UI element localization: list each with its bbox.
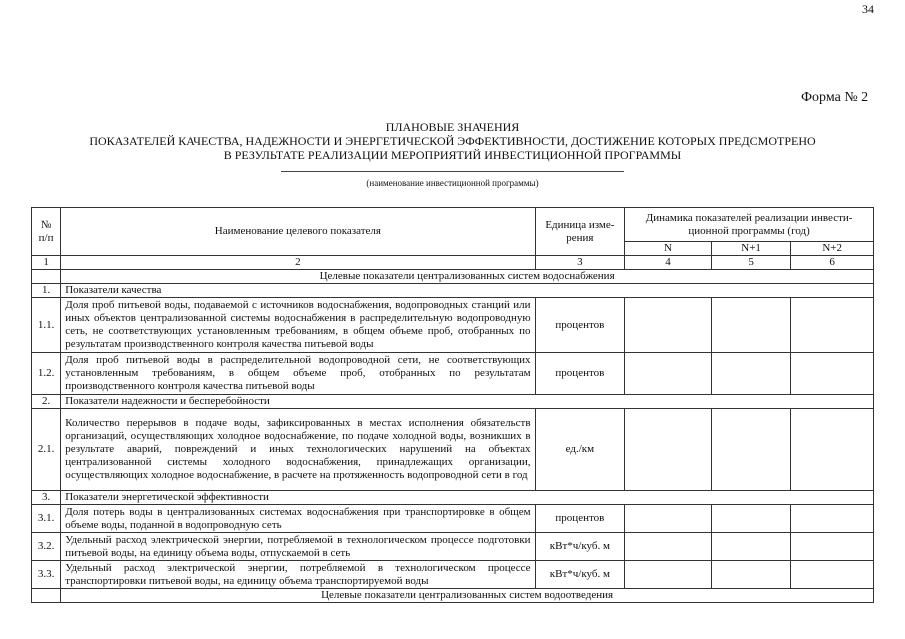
table-row — [32, 561, 874, 589]
section-water-supply: Целевые показатели централизованных систем водоснабжения — [61, 270, 874, 284]
value-cell — [791, 561, 874, 589]
group-num: 1. — [32, 284, 61, 298]
value-cell — [791, 298, 874, 353]
row-num: 3.1. — [32, 505, 61, 533]
program-name-line — [281, 171, 624, 172]
col-number: 2 — [61, 256, 535, 270]
group-num: 3. — [32, 491, 61, 505]
row-num: 3.3. — [32, 561, 61, 589]
row-unit: ед./км — [535, 409, 625, 491]
value-cell — [711, 533, 791, 561]
col-number: 5 — [711, 256, 791, 270]
value-cell — [791, 505, 874, 533]
row-text: Удельный расход электрической энергии, потребляемой в технологическом процессе транспортировки питьевой воды, на единицу объема транспортируемой воды — [61, 561, 535, 589]
value-cell — [711, 298, 791, 353]
value-cell — [625, 533, 712, 561]
title-line-1: ПЛАНОВЫЕ ЗНАЧЕНИЯ — [385, 120, 520, 134]
page-number: 34 — [862, 2, 874, 16]
group-row — [32, 491, 874, 505]
value-cell — [791, 353, 874, 395]
value-cell — [711, 409, 791, 491]
row-text: Доля проб питьевой воды, подаваемой с источников водоснабжения, водопроводных станций или иных объектов централизованной системы водоснабжения в распределительную водопроводную сеть, не соответствующих установленным требованиям, в общем объеме проб, отобранных по результатам производственного контроля качества питьевой воды — [61, 298, 535, 353]
row-unit: кВт*ч/куб. м — [535, 561, 625, 589]
header-year-n1: N+1 — [711, 242, 791, 256]
group-num: 2. — [32, 395, 61, 409]
group-label: Показатели надежности и бесперебойности — [61, 395, 874, 409]
row-text: Количество перерывов в подаче воды, зафиксированных в местах исполнения обязательств организаций, осуществляющих холодное водоснабжение, по подаче холодной воды, возникших в результате аварий, повреждений и иных технологических нарушений на объектах централизованной системы холодного водоснабжения, принадлежащих организации, осуществляющих холодное водоснабжение, в расчете на протяженность водопроводной сети в год — [61, 409, 535, 491]
title-line-2: ПОКАЗАТЕЛЕЙ КАЧЕСТВА, НАДЕЖНОСТИ И ЭНЕРГЕТИЧЕСКОЙ ЭФФЕКТИВНОСТИ, ДОСТИЖЕНИЕ КОТОРЫХ ПРЕДСМОТРЕНО — [89, 134, 816, 148]
header-year-n: N — [625, 242, 712, 256]
group-row — [32, 284, 874, 298]
form-label: Форма № 2 — [801, 90, 869, 105]
row-unit: процентов — [535, 353, 625, 395]
empty-cell — [32, 270, 61, 284]
group-label: Показатели энергетической эффективности — [61, 491, 874, 505]
header-dynamics: Динамика показателей реализации инвести-ционной программы (год) — [625, 208, 874, 242]
col-number: 1 — [32, 256, 61, 270]
group-label: Показатели качества — [61, 284, 874, 298]
header-num: № п/п — [32, 208, 61, 256]
document-title — [0, 120, 905, 162]
col-number: 4 — [625, 256, 712, 270]
section-wastewater: Целевые показатели централизованных систем водоотведения — [61, 589, 874, 603]
row-text: Доля потерь воды в централизованных системах водоснабжения при транспортировке в общем объеме воды, поданной в водопроводную сеть — [61, 505, 535, 533]
row-unit: кВт*ч/куб. м — [535, 533, 625, 561]
table-row — [32, 409, 874, 491]
value-cell — [791, 533, 874, 561]
table-row — [32, 533, 874, 561]
value-cell — [625, 353, 712, 395]
value-cell — [625, 409, 712, 491]
row-unit: процентов — [535, 505, 625, 533]
column-numbers-row — [32, 256, 874, 270]
header-name: Наименование целевого показателя — [61, 208, 535, 256]
table-row — [32, 298, 874, 353]
header-year-n2: N+2 — [791, 242, 874, 256]
value-cell — [625, 505, 712, 533]
row-num: 1.2. — [32, 353, 61, 395]
value-cell — [625, 561, 712, 589]
value-cell — [625, 298, 712, 353]
value-cell — [711, 353, 791, 395]
header-row — [32, 208, 874, 242]
value-cell — [711, 505, 791, 533]
row-num: 3.2. — [32, 533, 61, 561]
title-line-3: В РЕЗУЛЬТАТЕ РЕАЛИЗАЦИИ МЕРОПРИЯТИЙ ИНВЕСТИЦИОННОЙ ПРОГРАММЫ — [223, 148, 682, 162]
col-number: 6 — [791, 256, 874, 270]
value-cell — [791, 409, 874, 491]
row-text: Доля проб питьевой воды в распределительной водопроводной сети, не соответствующих установленным требованиям, в общем объеме проб, отобранных по результатам производственного контроля качества питьевой воды — [61, 353, 535, 395]
section-row — [32, 270, 874, 284]
program-name-caption: (наименование инвестиционной программы) — [366, 178, 539, 188]
empty-cell — [32, 589, 61, 603]
value-cell — [711, 561, 791, 589]
table-row — [32, 505, 874, 533]
section-row — [32, 589, 874, 603]
row-text: Удельный расход электрической энергии, потребляемой в технологическом процессе подготовки питьевой воды, на единицу объема воды, отпускаемой в сеть — [61, 533, 535, 561]
header-unit: Единица изме-рения — [535, 208, 625, 256]
indicators-table — [31, 207, 874, 603]
group-row — [32, 395, 874, 409]
row-num: 2.1. — [32, 409, 61, 491]
col-number: 3 — [535, 256, 625, 270]
row-num: 1.1. — [32, 298, 61, 353]
table-row — [32, 353, 874, 395]
row-unit: процентов — [535, 298, 625, 353]
